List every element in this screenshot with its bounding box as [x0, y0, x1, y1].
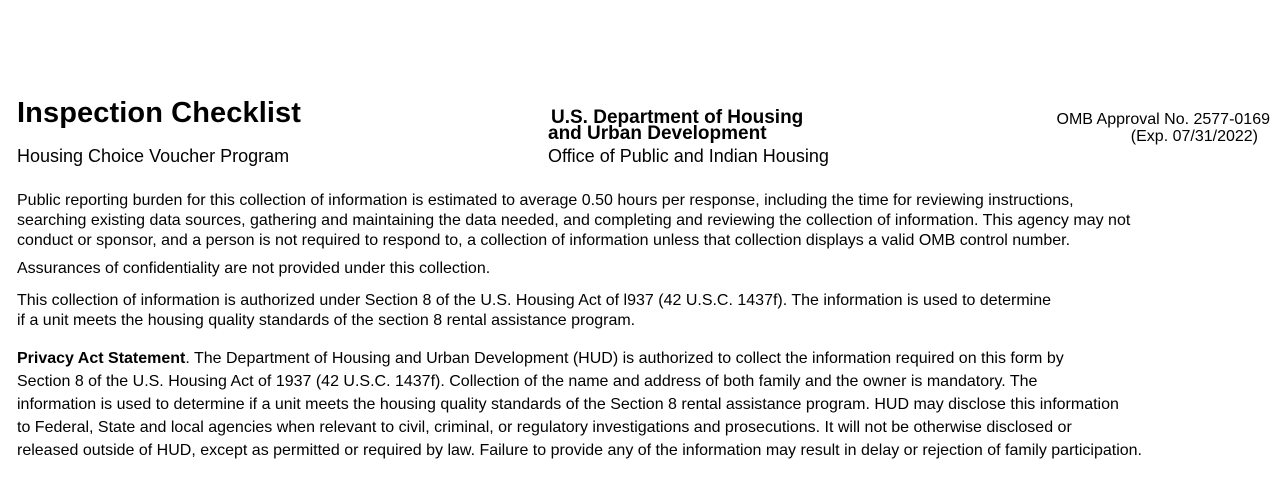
form-title: Inspection Checklist: [17, 97, 302, 129]
authority-statement-line: This collection of information is authorized under Section 8 of the U.S. Housing Act of l937 (42 U.S.C. 1437f). The information is used to determine: [17, 292, 1052, 309]
burden-statement-line: Public reporting burden for this collection of information is estimated to average 0.50 hours per response, including the time for reviewing instructions,: [17, 192, 1074, 209]
confidentiality-statement: Assurances of confidentiality are not provided under this collection.: [17, 260, 491, 277]
authority-statement: [17, 291, 1051, 331]
privacy-act-line: to Federal, State and local agencies when relevant to civil, criminal, or regulatory investigations and prosecutions. It will not be otherwise disclosed or: [17, 419, 1072, 436]
department-name-line-1: U.S. Department of Housing: [551, 107, 804, 128]
omb-expiration-date: (Exp. 07/31/2022): [1130, 128, 1258, 145]
privacy-act-line: information is used to determine if a unit meets the housing quality standards of the Section 8 rental assistance program. HUD may disclose this information: [17, 396, 1119, 413]
omb-approval-number: OMB Approval No. 2577-0169: [1056, 111, 1270, 128]
privacy-act-line: released outside of HUD, except as permitted or required by law. Failure to provide any of the information may result in delay or rejection of family participation.: [17, 442, 1142, 459]
authority-statement-line: if a unit meets the housing quality standards of the section 8 rental assistance program.: [17, 312, 636, 329]
burden-statement: [17, 191, 1130, 251]
privacy-act-line: [17, 347, 1142, 370]
office-name: Office of Public and Indian Housing: [548, 146, 829, 166]
program-name: Housing Choice Voucher Program: [17, 146, 290, 166]
privacy-act-first-line-text: . The Department of Housing and Urban Development (HUD) is authorized to collect the information required on this form by: [185, 350, 1064, 367]
privacy-act-line: Section 8 of the U.S. Housing Act of 1937 (42 U.S.C. 1437f). Collection of the name and address of both family and the owner is mandatory. The: [17, 373, 1038, 390]
privacy-act-statement: [17, 347, 1142, 462]
omb-approval-block: [1057, 111, 1270, 145]
burden-statement-line: conduct or sponsor, and a person is not required to respond to, a collection of information unless that collection displays a valid OMB control number.: [17, 232, 1071, 249]
privacy-act-heading: Privacy Act Statement: [17, 350, 186, 367]
department-name: [548, 107, 804, 144]
burden-statement-line: searching existing data sources, gathering and maintaining the data needed, and completing and reviewing the collection of information. This agency may not: [17, 212, 1131, 229]
department-name-line-2: and Urban Development: [548, 123, 767, 144]
